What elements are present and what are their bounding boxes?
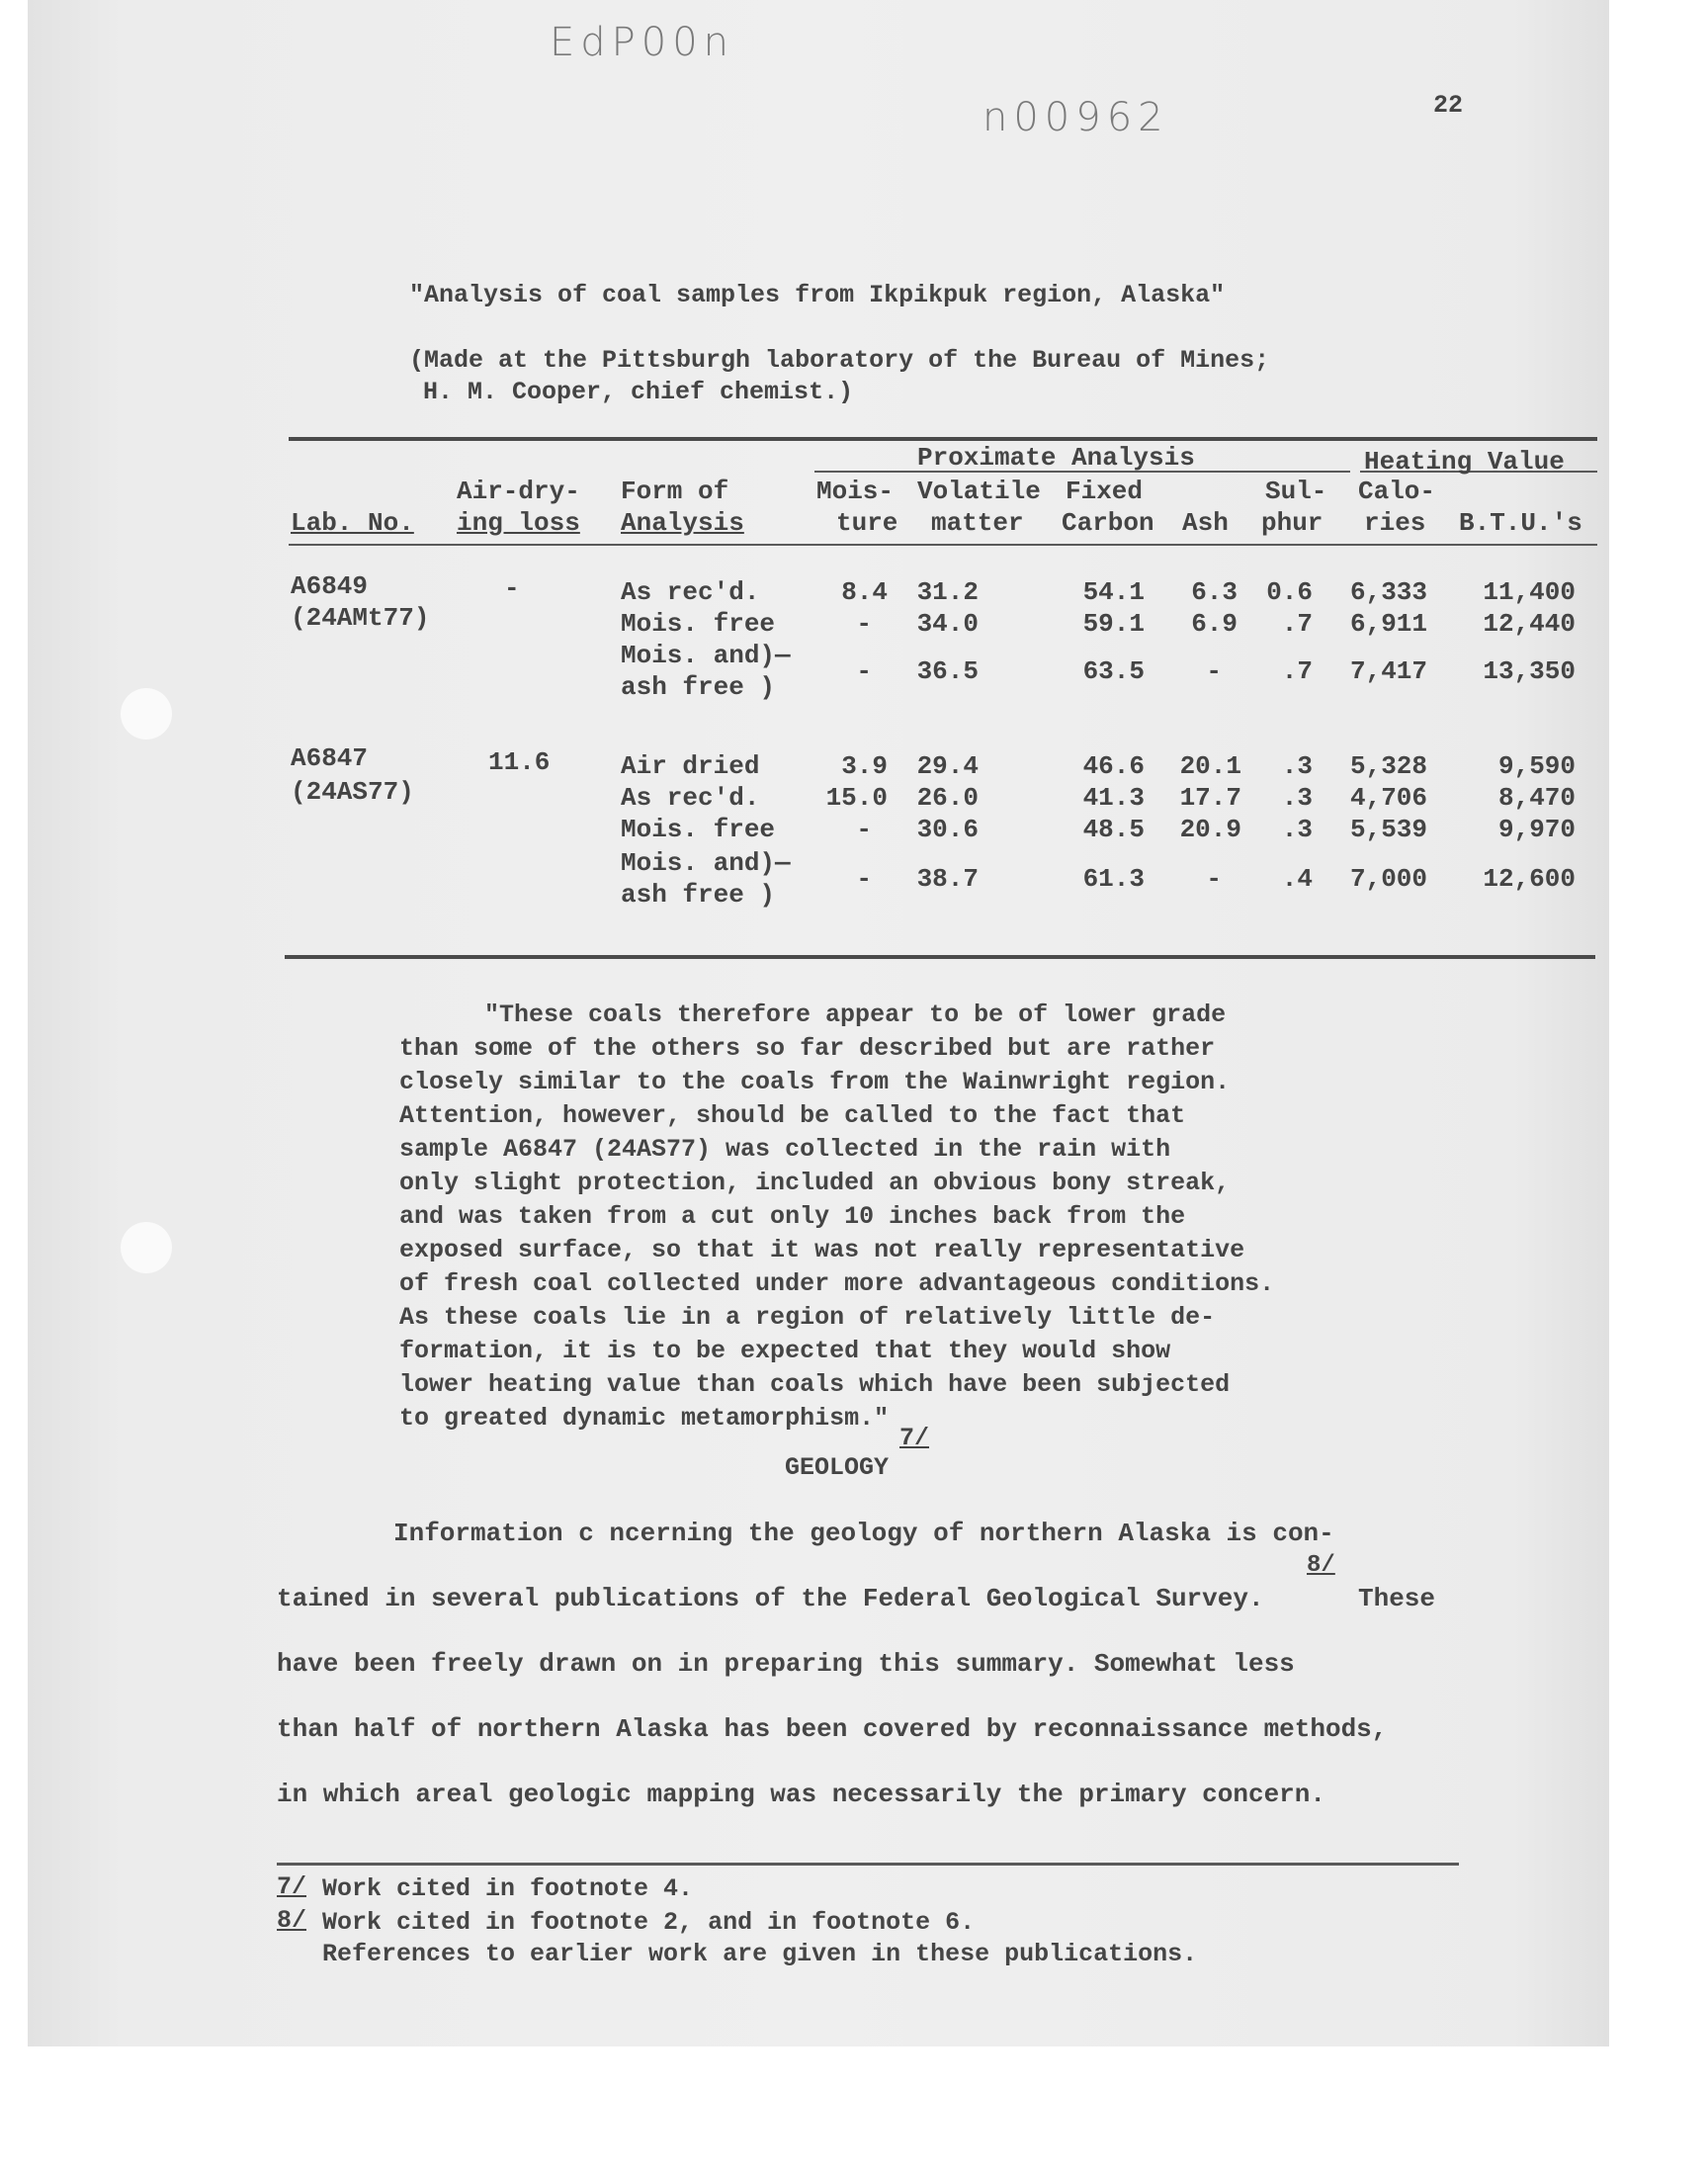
table-subtitle-line1: (Made at the Pittsburgh laboratory of the Bureau of Mines; bbox=[409, 346, 1270, 375]
table-bottom-rule bbox=[285, 955, 1595, 959]
body-line: have been freely drawn on in preparing this summary. Somewhat less bbox=[277, 1649, 1295, 1679]
form-of-analysis: Mois. free bbox=[621, 815, 776, 844]
form-of-analysis-cont: ash free ) bbox=[621, 672, 776, 702]
quote-line: "These coals therefore appear to be of lower grade bbox=[484, 1000, 1227, 1029]
col-calories-2: ries bbox=[1364, 508, 1426, 538]
ash-value: 20.9 bbox=[1179, 815, 1241, 844]
moisture-value: - bbox=[856, 864, 872, 894]
btu-value: 11,400 bbox=[1483, 577, 1576, 607]
body-line: in which areal geologic mapping was necessarily the primary concern. bbox=[277, 1780, 1325, 1809]
sulphur-value: .3 bbox=[1281, 783, 1313, 813]
air-drying-loss: 11.6 bbox=[488, 747, 551, 777]
sulphur-value: 0.6 bbox=[1266, 577, 1313, 607]
table-top-rule bbox=[289, 437, 1597, 441]
ash-value: 6.3 bbox=[1191, 577, 1238, 607]
moisture-value: - bbox=[856, 815, 872, 844]
quote-line: exposed surface, so that it was not really representative bbox=[399, 1236, 1245, 1264]
btu-value: 12,440 bbox=[1483, 609, 1576, 639]
body-line: tained in several publications of the Federal Geological Survey. bbox=[277, 1584, 1264, 1613]
page-number: 22 bbox=[1433, 91, 1464, 120]
col-form-2: Analysis bbox=[621, 508, 744, 538]
ash-value: 20.1 bbox=[1179, 751, 1241, 781]
quoted-paragraph bbox=[399, 999, 1388, 1436]
col-form-1: Form of bbox=[621, 477, 729, 506]
sulphur-value: .3 bbox=[1281, 815, 1313, 844]
col-btu: B.T.U.'s bbox=[1459, 508, 1582, 538]
field-number: (24AMt77) bbox=[291, 603, 430, 633]
calories-value: 7,000 bbox=[1349, 864, 1427, 894]
footnote-text: Work cited in footnote 4. bbox=[322, 1874, 694, 1903]
quote-line: to greated dynamic metamorphism." bbox=[399, 1404, 890, 1433]
archive-stamp-top: EdP00n bbox=[550, 20, 735, 65]
col-sulphur-2: phur bbox=[1261, 508, 1324, 538]
col-fixed-2: Carbon bbox=[1062, 508, 1154, 538]
form-of-analysis: As rec'd. bbox=[621, 783, 760, 813]
col-moisture-2: ture bbox=[836, 508, 898, 538]
quote-line: lower heating value than coals which have been subjected bbox=[399, 1370, 1231, 1399]
quote-line: As these coals lie in a region of relatively little de- bbox=[399, 1303, 1216, 1332]
fixed-carbon-value: 61.3 bbox=[1082, 864, 1145, 894]
sulphur-value: .3 bbox=[1281, 751, 1313, 781]
field-number: (24AS77) bbox=[291, 777, 414, 807]
archive-stamp-number: n00962 bbox=[982, 95, 1169, 140]
heating-value-header: Heating Value bbox=[1364, 447, 1565, 477]
form-of-analysis: As rec'd. bbox=[621, 577, 760, 607]
calories-value: 4,706 bbox=[1349, 783, 1427, 813]
header-bottom-rule bbox=[289, 544, 1597, 546]
punch-hole bbox=[121, 688, 172, 740]
calories-value: 7,417 bbox=[1349, 656, 1427, 686]
col-moisture-1: Mois- bbox=[816, 477, 895, 506]
punch-hole bbox=[121, 1222, 172, 1273]
btu-value: 9,590 bbox=[1497, 751, 1576, 781]
ash-value: - bbox=[1206, 656, 1222, 686]
calories-value: 5,328 bbox=[1349, 751, 1427, 781]
quote-line: of fresh coal collected under more advantageous conditions. bbox=[399, 1269, 1275, 1298]
volatile-value: 38.7 bbox=[916, 864, 979, 894]
form-of-analysis: Mois. and)— bbox=[621, 641, 791, 670]
volatile-value: 26.0 bbox=[916, 783, 979, 813]
air-drying-loss: - bbox=[504, 573, 520, 603]
sulphur-value: .4 bbox=[1281, 864, 1313, 894]
volatile-value: 30.6 bbox=[916, 815, 979, 844]
fixed-carbon-value: 46.6 bbox=[1082, 751, 1145, 781]
col-lab-no: Lab. No. bbox=[291, 508, 414, 538]
sulphur-value: .7 bbox=[1281, 609, 1313, 639]
col-air-drying-2: ing loss bbox=[457, 508, 580, 538]
col-sulphur-1: Sul- bbox=[1265, 477, 1327, 506]
col-volatile-1: Volatile bbox=[917, 477, 1041, 506]
quote-line: and was taken from a cut only 10 inches back from the bbox=[399, 1202, 1186, 1231]
quote-line: Attention, however, should be called to the fact that bbox=[399, 1101, 1186, 1130]
footnote-text: References to earlier work are given in these publications. bbox=[322, 1940, 1198, 1968]
col-calories-1: Calo- bbox=[1358, 477, 1436, 506]
table-title: "Analysis of coal samples from Ikpikpuk region, Alaska" bbox=[409, 281, 1226, 309]
heading-footnote-mark: 7/ bbox=[899, 1424, 930, 1452]
lab-number: A6847 bbox=[291, 743, 369, 773]
form-of-analysis: Air dried bbox=[621, 751, 760, 781]
body-line-tail: These bbox=[1358, 1584, 1436, 1613]
body-line: Information c ncerning the geology of northern Alaska is con- bbox=[393, 1519, 1334, 1548]
fixed-carbon-value: 54.1 bbox=[1082, 577, 1145, 607]
footnote-text: Work cited in footnote 2, and in footnote 6. bbox=[322, 1908, 976, 1937]
volatile-value: 36.5 bbox=[916, 656, 979, 686]
ash-value: 17.7 bbox=[1179, 783, 1241, 813]
fixed-carbon-value: 59.1 bbox=[1082, 609, 1145, 639]
btu-value: 13,350 bbox=[1483, 656, 1576, 686]
quote-line: closely similar to the coals from the Wainwright region. bbox=[399, 1068, 1231, 1096]
calories-value: 5,539 bbox=[1349, 815, 1427, 844]
form-of-analysis-cont: ash free ) bbox=[621, 880, 776, 910]
btu-value: 9,970 bbox=[1497, 815, 1576, 844]
moisture-value: 8.4 bbox=[841, 577, 888, 607]
lab-number: A6849 bbox=[291, 571, 369, 601]
moisture-value: 15.0 bbox=[825, 783, 888, 813]
ash-value: 6.9 bbox=[1191, 609, 1238, 639]
fixed-carbon-value: 41.3 bbox=[1082, 783, 1145, 813]
volatile-value: 29.4 bbox=[916, 751, 979, 781]
btu-value: 8,470 bbox=[1497, 783, 1576, 813]
body-footnote-mark: 8/ bbox=[1307, 1552, 1335, 1579]
ash-value: - bbox=[1206, 864, 1222, 894]
moisture-value: 3.9 bbox=[841, 751, 888, 781]
section-heading: GEOLOGY bbox=[785, 1453, 890, 1482]
fixed-carbon-value: 63.5 bbox=[1082, 656, 1145, 686]
fixed-carbon-value: 48.5 bbox=[1082, 815, 1145, 844]
col-ash: Ash bbox=[1182, 508, 1229, 538]
proximate-analysis-header: Proximate Analysis bbox=[917, 443, 1195, 473]
sulphur-value: .7 bbox=[1281, 656, 1313, 686]
quote-line: formation, it is to be expected that they would show bbox=[399, 1337, 1171, 1365]
quote-line: than some of the others so far described but are rather bbox=[399, 1034, 1216, 1063]
calories-value: 6,333 bbox=[1349, 577, 1427, 607]
footnote-rule bbox=[277, 1863, 1459, 1866]
body-line: than half of northern Alaska has been covered by reconnaissance methods, bbox=[277, 1714, 1388, 1744]
calories-value: 6,911 bbox=[1349, 609, 1427, 639]
moisture-value: - bbox=[856, 609, 872, 639]
footnote-mark: 8/ bbox=[277, 1906, 307, 1935]
table-subtitle-line2: H. M. Cooper, chief chemist.) bbox=[423, 378, 854, 406]
form-of-analysis: Mois. free bbox=[621, 609, 776, 639]
col-air-drying-1: Air-dry- bbox=[457, 477, 580, 506]
quote-line: only slight protection, included an obvious bony streak, bbox=[399, 1169, 1231, 1197]
col-fixed-1: Fixed bbox=[1066, 477, 1144, 506]
quote-line: sample A6847 (24AS77) was collected in the rain with bbox=[399, 1135, 1171, 1164]
form-of-analysis: Mois. and)— bbox=[621, 848, 791, 878]
footnote-mark: 7/ bbox=[277, 1872, 307, 1901]
volatile-value: 34.0 bbox=[916, 609, 979, 639]
moisture-value: - bbox=[856, 656, 872, 686]
btu-value: 12,600 bbox=[1483, 864, 1576, 894]
volatile-value: 31.2 bbox=[916, 577, 979, 607]
col-volatile-2: matter bbox=[931, 508, 1024, 538]
